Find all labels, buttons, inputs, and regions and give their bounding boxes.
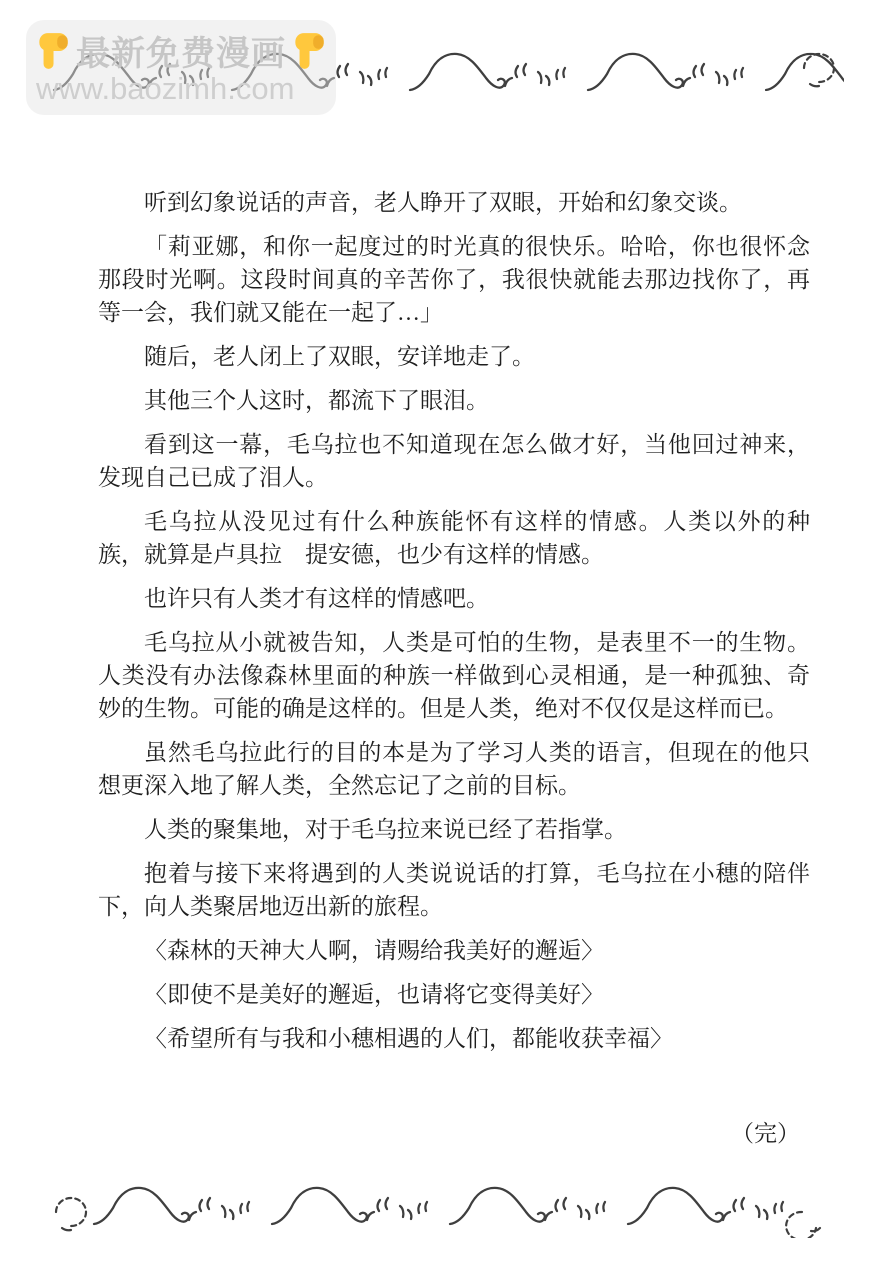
watermark-url: www.baozimh.com — [36, 71, 295, 106]
paragraph: 〈即使不是美好的邂逅，也请将它变得美好〉 — [144, 982, 604, 1007]
paragraph: 虽然毛乌拉此行的目的本是为了学习人类的语言，但现在的他只想更深入地了解人类，全然忘记了之前的目标。 — [98, 740, 810, 798]
paragraph: 看到这一幕，毛乌拉也不知道现在怎么做才好，当他回过神来，发现自己已成了泪人。 — [98, 432, 810, 490]
pointing-down-finger-icon — [32, 30, 74, 72]
paragraph: 人类的聚集地，对于毛乌拉来说已经了若指掌。 — [144, 817, 627, 842]
ending-mark: （完） — [731, 1121, 800, 1146]
paragraph: 毛乌拉从小就被告知，人类是可怕的生物，是表里不一的生物。人类没有办法像森林里面的种族一样做到心灵相通，是一种孤独、奇妙的生物。可能的确是这样的。但是人类，绝对不仅仅是这样而已。 — [98, 630, 810, 721]
paragraph: 其他三个人这时，都流下了眼泪。 — [144, 388, 489, 413]
watermark-title: 最新免费漫画 — [76, 35, 286, 73]
paragraph: 抱着与接下来将遇到的人类说说话的打算，毛乌拉在小穗的陪伴下，向人类聚居地迈出新的旅程。 — [98, 861, 810, 919]
paragraph: 〈森林的天神大人啊，请赐给我美好的邂逅〉 — [144, 938, 604, 963]
paragraph: 「莉亚娜，和你一起度过的时光真的很快乐。哈哈，你也很怀念那段时光啊。这段时间真的辛苦你了，我很快就能去那边找你了，再等一会，我们就又能在一起了…」 — [98, 234, 810, 325]
paragraph: 也许只有人类才有这样的情感吧。 — [144, 586, 489, 611]
paragraph: 听到幻象说话的声音，老人睁开了双眼，开始和幻象交谈。 — [144, 190, 742, 215]
novel-text — [98, 186, 810, 1150]
watermark-badge — [26, 20, 336, 115]
paragraph: 〈希望所有与我和小穗相遇的人们，都能收获幸福〉 — [144, 1026, 673, 1051]
ornament-border-bottom — [52, 1180, 844, 1238]
paragraph: 毛乌拉从没见过有什么种族能怀有这样的情感。人类以外的种族，就算是卢具拉 提安德，也少有这样的情感。 — [98, 509, 810, 567]
watermark-title-row — [30, 26, 332, 75]
pointing-down-finger-icon — [288, 30, 330, 72]
paragraph: 随后，老人闭上了双眼，安详地走了。 — [144, 344, 535, 369]
